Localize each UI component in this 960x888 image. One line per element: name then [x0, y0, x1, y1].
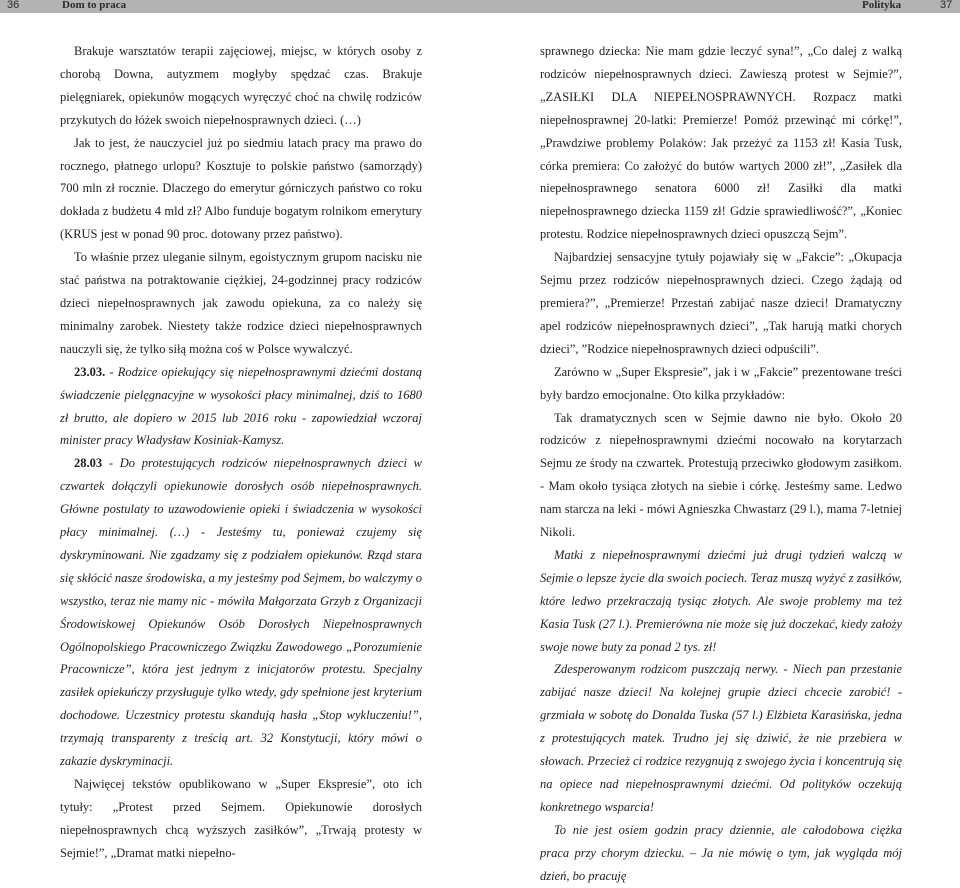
- left-page-number: 36: [7, 0, 20, 11]
- left-section-title: Dom to praca: [62, 0, 127, 11]
- paragraph: [540, 544, 902, 659]
- paragraph-text: Matki z niepełnosprawnymi dziećmi już drugi tydzień walczą w Sejmie o lepsze życie dla swoich pociech. Teraz muszą wyżyć z zasiłków, które ledwo przekraczają tysiąc złotych. Ale swoje problemy ma też Kasia Tusk (27 l.). Premierówna nie może się już doczekać, kiedy założy swoje nowe buty za ponad 2 tys. zł!: [540, 547, 902, 654]
- paragraph: [540, 819, 902, 888]
- entry-date: 23.03.: [74, 364, 106, 379]
- paragraph: [60, 773, 422, 865]
- left-text-column: [60, 40, 422, 865]
- paragraph-text: - Do protestujących rodziców niepełnosprawnych dzieci w czwartek dołączyli opiekunowie dorosłych osób niepełnosprawnych. Główne postulaty to uzawodowienie opieki i świadczenia w wysokości płacy minimalnej. (…) - Jesteśmy tu, ponieważ czujemy się dyskryminowani. Nie zgadzamy się z podziałem opiekunów. Rząd stara się skłócić nasze środowiska, a my jesteśmy pod Sejmem, bo walczymy o wszystko, teraz nie mamy nic - mówiła Małgorzata Grzyb z Organizacji Środowiskowej Opiekunów Osób Dorosłych Niepełnosprawnych Ogólnopolskiego Pracowniczego Związku Zawodowego „Porozumienie Pracownicze”, która jest jednym z inicjatorów protestu. Specjalny zasiłek opiekuńczy przysługuje tylko wtedy, gdy spełnione jest kryterium dochodowe. Uczestnicy protestu skandują hasła „Stop wykluczeniu!”, trzymają transparenty z treścią art. 32 Konstytucji, który mówi o zakazie dyskryminacji.: [60, 456, 422, 769]
- paragraph: [60, 246, 422, 361]
- paragraph: [540, 246, 902, 361]
- paragraph-text: Brakuje warsztatów terapii zajęciowej, miejsc, w których osoby z chorobą Downa, autyzmem mogłyby spędzać czas. Brakuje pielęgniarek, opiekunów mogących wyręczyć choć na chwilę rodziców przykutych do łóżek swoich niepełnosprawnych dzieci. (…): [60, 44, 422, 127]
- page-header: [0, 0, 960, 13]
- right-text-column: [540, 40, 902, 888]
- paragraph-text: To nie jest osiem godzin pracy dziennie, ale całodobowa ciężka praca przy chorym dziecku. – Ja nie mówię o tym, jak wygląda mój dzień, bo pracuję: [540, 822, 902, 883]
- right-page-number: 37: [940, 0, 953, 11]
- paragraph: [60, 361, 422, 453]
- paragraph: [60, 452, 422, 773]
- paragraph-text: Najwięcej tekstów opublikowano w „Super Ekspresie”, oto ich tytuły: „Protest przed Sejmem. Opiekunowie dorosłych niepełnosprawnych chcą wyższych zasiłków”, „Trwają protesty w Sejmie!”, „Dramat matki niepełno-: [60, 777, 422, 860]
- paragraph: [60, 132, 422, 247]
- paragraph: [540, 361, 902, 407]
- right-section-title: Polityka: [862, 0, 902, 11]
- paragraph-text: Zdesperowanym rodzicom puszczają nerwy. - Niech pan przestanie zabijać nasze dzieci! Na kolejnej grupie dzieci chcecie zarobić! - grzmiała w sobotę do Donalda Tuska (57 l.) Elżbieta Karasińska, jedna z protestujących matek. Trudno jej się dziwić, że nie przebiera w słowach. Przecież ci rodzice rezygnują z swojego życia i koncentrują się na opiece nad niepełnosprawnymi dziećmi. Od polityków oczekują konkretnego wsparcia!: [540, 662, 902, 814]
- paragraph-text: - Rodzice opiekujący się niepełnosprawnymi dziećmi dostaną świadczenie pielęgnacyjne w wysokości płacy minimalnej, dziś to 1680 zł brutto, ale dopiero w 2015 lub 2016 roku - zapowiedział wczoraj minister pracy Władysław Kosiniak-Kamysz.: [60, 364, 422, 448]
- paragraph-text: Najbardziej sensacyjne tytuły pojawiały się w „Fakcie”: „Okupacja Sejmu przez rodziców niepełnosprawnych dzieci. Czego żądają od premiera?”, „Premierze! Przestań zabijać nasze dzieci! Dramatyczny apel rodziców niepełnosprawnych dzieci”, „Tak harują matki chorych dzieci”, ”Rodzice niepełnosprawnych dzieci odpuścili”.: [540, 250, 902, 356]
- paragraph-text: To właśnie przez uleganie silnym, egoistycznym grupom nacisku nie stać państwa na potraktowanie ciężkiej, 24-godzinnej pracy rodziców dzieci niepełnosprawnych jak zawodu opiekuna, za co należy się minimalny zarobek. Niestety także rodzice dzieci niepełnosprawnych nauczyli się, że tylko siłą można coś w Polsce wywalczyć.: [60, 250, 422, 356]
- paragraph: [540, 40, 902, 246]
- entry-date: 28.03: [74, 456, 103, 471]
- paragraph-text: Jak to jest, że nauczyciel już po siedmiu latach pracy ma prawo do rocznego, płatnego urlopu? Kosztuje to polskie państwo (samorządy) 700 mln zł rocznie. Dlaczego do emerytur górniczych państwo co roku dokłada z budżetu 4 mld zł? Albo funduje bogatym rolnikom emerytury (KRUS jest w ponad 90 proc. dotowany przez państwo).: [60, 135, 422, 242]
- paragraph: [60, 40, 422, 132]
- paragraph: [540, 407, 902, 544]
- paragraph: [540, 658, 902, 818]
- paragraph-text: sprawnego dziecka: Nie mam gdzie leczyć syna!”, „Co dalej z walką rodziców niepełnosprawnych dzieci. Zawieszą protest w Sejmie?”, „ZASIŁKI DLA NIEPEŁNOSPRAWNYCH. Rozpacz matki niepełnosprawnej 20-latki: Premierze! Pomóż przewinąć mi córkę!”, „Prawdziwe problemy Polaków: Jak przeżyć za 1153 zł! Kasia Tusk, córka premiera: Co założyć do butów wartych 2000 zł!”, „Zasiłek dla niepełnosprawnego senatora 6000 zł! Zasiłki dla matki niepełnosprawnego dziecka 1159 zł! Gdzie sprawiedliwość?”, „Koniec protestu. Rodzice niepełnosprawnych dzieci opuszczą Sejm”.: [540, 44, 902, 242]
- paragraph-text: Zarówno w „Super Ekspresie”, jak i w „Fakcie” prezentowane treści były bardzo emocjonalne. Oto kilka przykładów:: [540, 364, 902, 402]
- paragraph-text: Tak dramatycznych scen w Sejmie dawno nie było. Około 20 rodziców z niepełnosprawnymi dziećmi nocowało na korytarzach Sejmu ze środy na czwartek. Protestują przeciwko głodowym zasiłkom. - Mam około tysiąca złotych na siebie i córkę. Jesteśmy same. Ledwo nam starcza na leki - mówi Agnieszka Chwastarz (29 l.), mama 7-letniej Nikoli.: [540, 410, 902, 540]
